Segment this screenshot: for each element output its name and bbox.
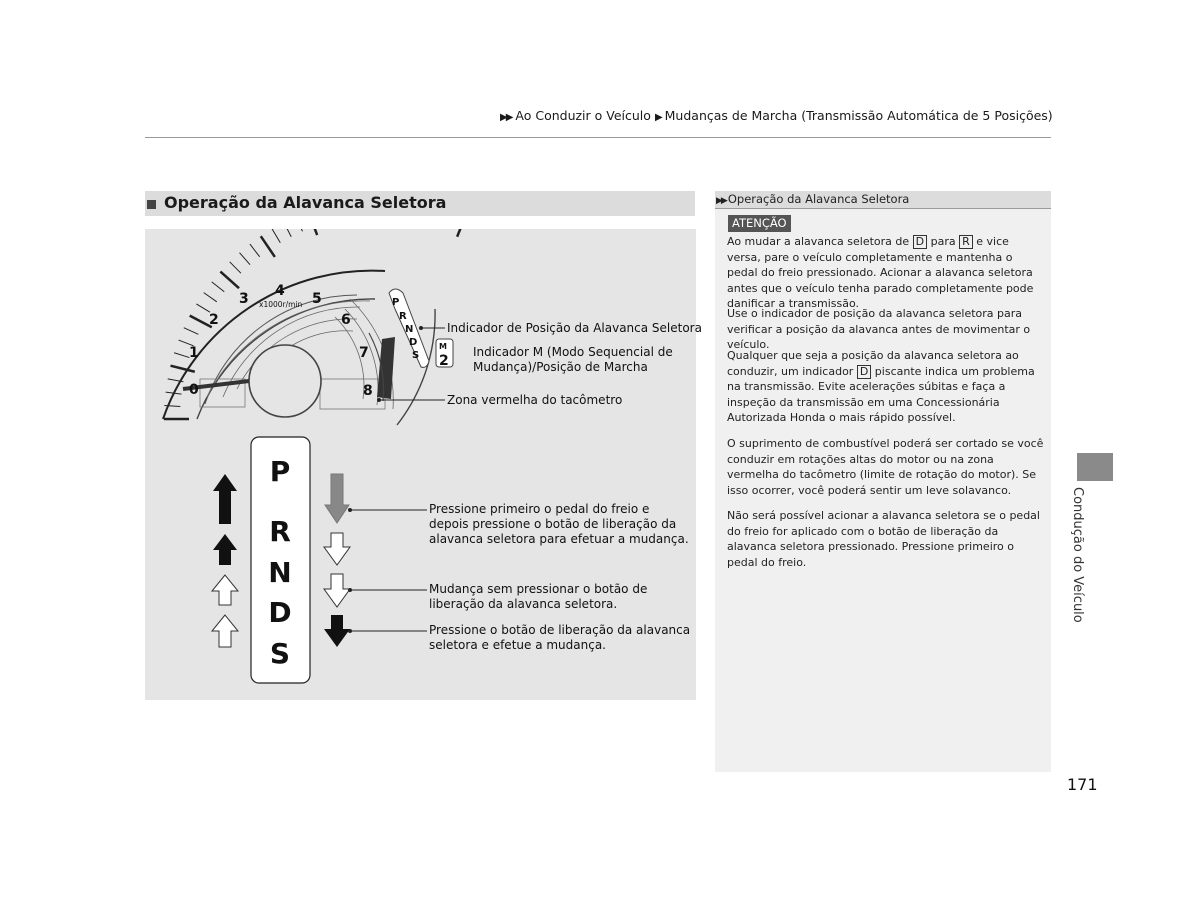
callout-no-release: Mudança sem pressionar o botão de liberação da alavanca seletora. xyxy=(429,582,648,611)
tach-tick xyxy=(457,229,466,237)
sidebar-paragraph-5: Não será possível acionar a alavanca seletora se o pedal do freio for aplicado com o botão de liberação da alavanca seletora pressionado. Pressione primeiro o pedal do freio. xyxy=(727,509,1040,569)
breadcrumb xyxy=(500,108,1060,123)
tach-unit: x1000r/min xyxy=(259,300,303,309)
tach-tick xyxy=(284,229,291,237)
tach-tick xyxy=(240,253,251,265)
key-d: D xyxy=(913,235,927,249)
tach-tick xyxy=(309,229,318,235)
tach-tick xyxy=(212,282,225,292)
section-title: Operação da Alavanca Seletora xyxy=(164,193,447,212)
tachometer xyxy=(163,229,466,425)
tach-tick xyxy=(230,262,241,273)
section-bullet-icon xyxy=(147,200,156,209)
tach-label-1: 1 xyxy=(189,345,199,361)
tach-tick xyxy=(204,293,217,302)
breadcrumb-level2: Mudanças de Marcha (Transmissão Automática de 5 Posições) xyxy=(664,108,1053,123)
gate-r: R xyxy=(269,515,291,548)
gear-n: N xyxy=(405,324,414,335)
svg-text:2: 2 xyxy=(439,353,449,369)
sidebar-title: ▶▶ Operação da Alavanca Seletora xyxy=(716,192,910,206)
gear-d: D xyxy=(409,337,418,348)
gate-p: P xyxy=(269,455,291,488)
callout-release: Pressione o botão de liberação da alavanca seletora e efetue a mudança. xyxy=(429,623,691,652)
tach-tick xyxy=(272,229,280,243)
down-arrow-dark-icon xyxy=(324,615,350,647)
warning-badge: ATENÇÃO xyxy=(728,215,791,232)
tach-label-8: 8 xyxy=(363,383,373,399)
tach-label-6: 6 xyxy=(341,312,351,328)
tach-tick xyxy=(220,272,239,289)
gear-p: P xyxy=(392,297,400,308)
sidebar-paragraph-1: Ao mudar a alavanca seletora de D para R e vice versa, pare o veículo completamente e mantenha o pedal do freio pressionado. Acionar a alavanca seletora antes que o veículo tenha parado completamente pode danificar a transmissão. xyxy=(727,235,1034,310)
m-indicator xyxy=(436,339,453,369)
down-arrow-outline-icon xyxy=(324,533,350,565)
tach-label-4: 4 xyxy=(275,283,285,299)
sidebar-paragraph-3: Qualquer que seja a posição da alavanca seletora ao conduzir, um indicador D piscante indica um problema na transmissão. Evite acelerações súbitas e faça a inspeção da transmissão em uma Concessionária Autorizada Honda o mais rápido possível. xyxy=(727,349,1035,424)
callout-red-zone: Zona vermelha do tacômetro xyxy=(447,393,623,407)
gate-d: D xyxy=(268,596,292,629)
gear-r: R xyxy=(399,311,407,322)
tach-label-2: 2 xyxy=(209,312,219,328)
tach-tick xyxy=(196,304,210,312)
illustration-panel xyxy=(145,229,702,700)
key-d: D xyxy=(857,365,871,379)
gate-s: S xyxy=(269,637,291,670)
sidebar-paragraph-2: Use o indicador de posição da alavanca seletora para verificar a posição da alavanca antes de movimentar o veículo. xyxy=(727,307,1031,351)
up-arrow-dark-icon xyxy=(213,474,237,524)
up-arrow-outline-icon xyxy=(212,575,238,605)
tach-label-7: 7 xyxy=(359,345,369,361)
breadcrumb-arrow-icon: ▶ xyxy=(654,112,663,123)
chapter-tab xyxy=(1077,453,1113,481)
red-zone-band xyxy=(377,337,395,399)
tach-tick xyxy=(171,366,195,372)
tach-label-5: 5 xyxy=(312,291,322,307)
gate-n: N xyxy=(268,556,292,589)
key-r: R xyxy=(959,235,973,249)
tach-label-3: 3 xyxy=(239,291,249,307)
up-arrow-dark-icon xyxy=(213,534,237,565)
shift-gate xyxy=(251,437,310,683)
tach-tick xyxy=(174,353,189,358)
sidebar-paragraph-4: O suprimento de combustível poderá ser cortado se você conduzir em rotações altas do motor ou na zona vermelha do tacômetro (limite de rotação do motor). Se isso ocorrer, você poderá sentir um leve solavanco. xyxy=(727,437,1044,497)
breadcrumb-level1: Ao Conduzir o Veículo xyxy=(515,108,651,123)
svg-text:M: M xyxy=(439,342,447,351)
reference-arrow-icon: ▶▶ xyxy=(716,196,726,206)
chapter-tab-label: Condução do Veículo xyxy=(1070,487,1085,623)
tach-tick xyxy=(296,229,302,231)
breadcrumb-arrow-icon: ▶▶ xyxy=(500,112,512,123)
callout-m-indicator: Indicador M (Modo Sequencial de Mudança)/Posição de Marcha xyxy=(473,345,673,374)
gear-s: S xyxy=(412,350,420,361)
tach-tick xyxy=(250,244,260,257)
callout-shift-position-indicator: Indicador de Posição da Alavanca Seletora xyxy=(447,321,702,335)
down-arrow-gray-icon xyxy=(325,474,349,523)
tach-tick xyxy=(184,328,199,335)
header-divider xyxy=(145,137,1051,138)
page-number: 171 xyxy=(1067,775,1098,794)
down-arrow-outline-icon xyxy=(324,574,350,607)
tach-tick xyxy=(261,236,275,257)
up-arrow-outline-icon xyxy=(212,615,238,647)
tach-label-0: 0 xyxy=(189,382,199,398)
callout-brake-first: Pressione primeiro o pedal do freio e depois pressione o botão de liberação da alavanca seletora para efetuar a mudança. xyxy=(429,502,689,546)
